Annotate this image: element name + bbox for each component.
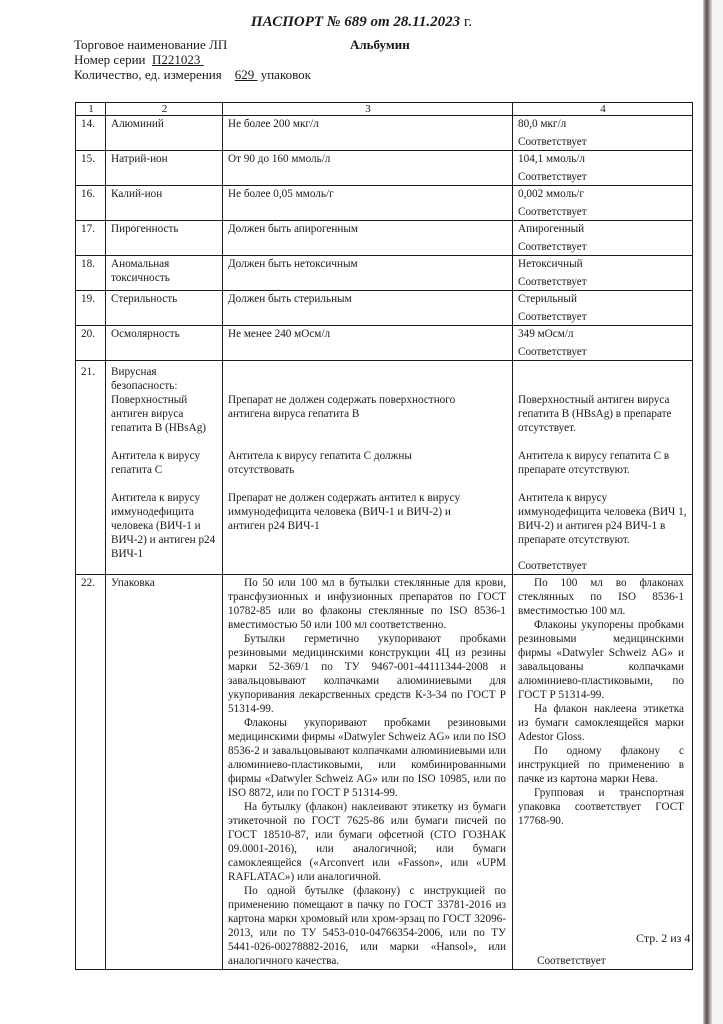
table-row-packaging <box>76 575 693 970</box>
scanner-edge-bar <box>703 0 712 1024</box>
requirement: Не менее 240 мОсм/л <box>223 326 513 361</box>
packaging-requirement-paragraph: По одной бутылке (флакону) с инструкцией по применению помещают в пачку по ГОСТ 33781-2016 из картона марки хромовый или хром-эрзац по ГОСТ 32096-2013, или по ТУ 5453-010-04766354-2006, или по ТУ 5441-026-00278882-2016, или марки «Hansol», или аналогичного качества. <box>228 885 506 967</box>
compliance-status: Соответствует <box>518 311 587 323</box>
compliance-status: Соответствует <box>518 276 587 288</box>
row-number: 20. <box>76 326 106 361</box>
quantity-unit: упаковок <box>260 67 311 82</box>
result-cell <box>513 256 693 291</box>
indicator-name-cell <box>106 361 223 575</box>
column-header: 3 <box>223 103 513 116</box>
table-header-row <box>76 103 693 116</box>
indicator-name: Аномальная токсичность <box>106 256 223 291</box>
viral-item-name: Антитела к вирусу гепатита С <box>111 450 201 476</box>
series-value: П221023 <box>152 52 201 67</box>
trade-name-value: Альбумин <box>350 37 410 52</box>
quantity-label: Количество, ед. измерения <box>74 67 222 82</box>
viral-item-result: Антитела к вирусу иммунодефицита человека (ВИЧ 1, ВИЧ-2) и антиген р24 ВИЧ-1 в препарате отсутствуют. <box>518 492 687 546</box>
row-number: 19. <box>76 291 106 326</box>
viral-item-requirement: Антитела к вирусу гепатита С должны отсутствовать <box>228 450 412 476</box>
viral-item-name: Антитела к вирусу иммунодефицита человека (ВИЧ-1 и ВИЧ-2) и антиген р24 ВИЧ-1 <box>111 492 216 560</box>
packaging-requirement-paragraph: Флаконы укупоривают пробками резиновыми медицинскими фирмы «Datwyler Schweiz AG» или по ISO 8536-2 и завальцовывают колпачками алюминиевыми или алюминиево-пластиковыми, или комбинированными фирмы «Datwyler Schweiz AG» или по ISO 10985, или по ISO 8872, или по ГОСТ Р 51314-99. <box>228 717 506 799</box>
result-cell <box>513 116 693 151</box>
result-value: 80,0 мкг/л <box>518 118 567 130</box>
requirement: Должен быть стерильным <box>223 291 513 326</box>
scanner-edge-margin <box>712 0 723 1024</box>
compliance-status: Соответствует <box>537 955 606 967</box>
viral-safety-heading: Вирусная безопасность: <box>111 366 178 392</box>
table-row <box>76 326 693 361</box>
packaging-result-paragraph: Групповая и транспортная упаковка соответствует ГОСТ 17768-90. <box>518 787 684 827</box>
packaging-requirement-paragraph: На бутылку (флакон) наклеивают этикетку из бумаги этикеточной по ГОСТ 7625-86 или бумаги писчей по ГОСТ 18510-87, или бумаги офсетной (СТО ГОЗНАК 09.0001-2016), или аналогичной; или бумаги самоклеящейся («Arconvert или «Fasson», или «UPM RAFLATAC») или аналогичной. <box>228 801 506 883</box>
result-value: 104,1 ммоль/л <box>518 153 585 165</box>
requirement-cell <box>223 575 513 970</box>
row-number: 22. <box>76 575 106 970</box>
quantity-line <box>74 67 311 83</box>
trade-name-line <box>74 37 410 53</box>
result-value: Нетоксичный <box>518 258 583 270</box>
compliance-status: Соответствует <box>518 346 587 358</box>
table-row <box>76 186 693 221</box>
packaging-result-paragraph: На флакон наклеена этикетка из бумаги самоклеящейся марки Adestor Gloss. <box>518 703 684 743</box>
viral-item-requirement: Препарат не должен содержать поверхностного антигена вируса гепатита В <box>228 394 456 420</box>
indicator-name: Алюминий <box>106 116 223 151</box>
quantity-value: 629 <box>234 67 255 82</box>
indicator-name: Калий-ион <box>106 186 223 221</box>
result-cell <box>513 151 693 186</box>
table-row <box>76 221 693 256</box>
packaging-result-paragraph: Флаконы укупорены пробками резиновыми медицинскими фирмы «Datwyler Schweiz AG» и завальцованы колпачками алюминиево-пластиковыми, по ГОСТ Р 51314-99. <box>518 619 684 701</box>
packaging-result-paragraph: По 100 мл во флаконах стеклянных по ISO 8536-1 вместимостью 100 мл. <box>518 577 684 617</box>
indicator-name: Пирогенность <box>106 221 223 256</box>
requirement: Должен быть апирогенным <box>223 221 513 256</box>
packaging-requirement-paragraph: Бутылки герметично укупоривают пробками резиновыми медицинскими конструкции 4Ц из резины марки 52-369/1 по ТУ 9467-001-44111344-2008 и завальцовывают колпачками алюминиевыми для укупоривания лекарственных средств К-3-34 по ГОСТ Р 51314-99. <box>228 633 506 715</box>
result-value: 0,002 ммоль/г <box>518 188 584 200</box>
table-row-viral-safety <box>76 361 693 575</box>
column-header: 1 <box>76 103 106 116</box>
row-number: 14. <box>76 116 106 151</box>
compliance-status: Соответствует <box>518 136 587 148</box>
compliance-status: Соответствует <box>518 560 587 572</box>
indicator-name: Упаковка <box>106 575 223 970</box>
table-row <box>76 151 693 186</box>
indicator-name: Осмолярность <box>106 326 223 361</box>
table-row <box>76 256 693 291</box>
indicator-name: Натрий-ион <box>106 151 223 186</box>
requirement: От 90 до 160 ммоль/л <box>223 151 513 186</box>
row-number: 18. <box>76 256 106 291</box>
passport-table <box>75 102 693 970</box>
result-value: Апирогенный <box>518 223 585 235</box>
series-line <box>74 52 204 68</box>
viral-item-requirement: Препарат не должен содержать антител к вирусу иммунодефицита человека (ВИЧ-1 и ВИЧ-2) и антиген р24 ВИЧ-1 <box>228 492 461 532</box>
viral-item-result: Поверхностный антиген вируса гепатита В (HBsAg) в препарате отсутствует. <box>518 394 672 434</box>
result-value: 349 мОсм/л <box>518 328 574 340</box>
viral-item-name: Поверхностный антиген вируса гепатита В (HBsAg) <box>111 394 207 434</box>
page-number: Стр. 2 из 4 <box>636 931 691 945</box>
series-label: Номер серии <box>74 52 146 67</box>
compliance-status: Соответствует <box>518 206 587 218</box>
table-row <box>76 116 693 151</box>
result-cell <box>513 361 693 575</box>
trade-name-label: Торговое наименование ЛП <box>74 37 228 52</box>
result-cell <box>513 221 693 256</box>
table-row <box>76 291 693 326</box>
viral-item-result: Антитела к вирусу гепатита С в препарате отсутствуют. <box>518 450 670 476</box>
result-cell <box>513 291 693 326</box>
indicator-name: Стерильность <box>106 291 223 326</box>
row-number: 15. <box>76 151 106 186</box>
column-header: 2 <box>106 103 223 116</box>
result-value: Стерильный <box>518 293 577 305</box>
packaging-result-paragraph: По одному флакону с инструкцией по применению в пачке из картона марки Нева. <box>518 745 684 785</box>
result-cell <box>513 326 693 361</box>
requirement-cell <box>223 361 513 575</box>
requirement: Не более 0,05 ммоль/г <box>223 186 513 221</box>
passport-title-text: ПАСПОРТ № 689 от 28.11.2023 <box>250 14 461 30</box>
requirement: Должен быть нетоксичным <box>223 256 513 291</box>
packaging-requirement-paragraph: По 50 или 100 мл в бутылки стеклянные для крови, трансфузионных и инфузионных препаратов по ГОСТ 10782-85 или во флаконы стеклянные по ISO 8536-1 вместимостью 50 или 100 мл соответственно. <box>228 577 506 631</box>
requirement: Не более 200 мкг/л <box>223 116 513 151</box>
row-number: 21. <box>76 361 106 575</box>
result-cell <box>513 186 693 221</box>
result-cell <box>513 575 693 970</box>
compliance-status: Соответствует <box>518 241 587 253</box>
column-header: 4 <box>513 103 693 116</box>
row-number: 16. <box>76 186 106 221</box>
compliance-status: Соответствует <box>518 171 587 183</box>
row-number: 17. <box>76 221 106 256</box>
passport-title <box>0 14 723 31</box>
passport-title-suffix: г. <box>460 14 473 30</box>
